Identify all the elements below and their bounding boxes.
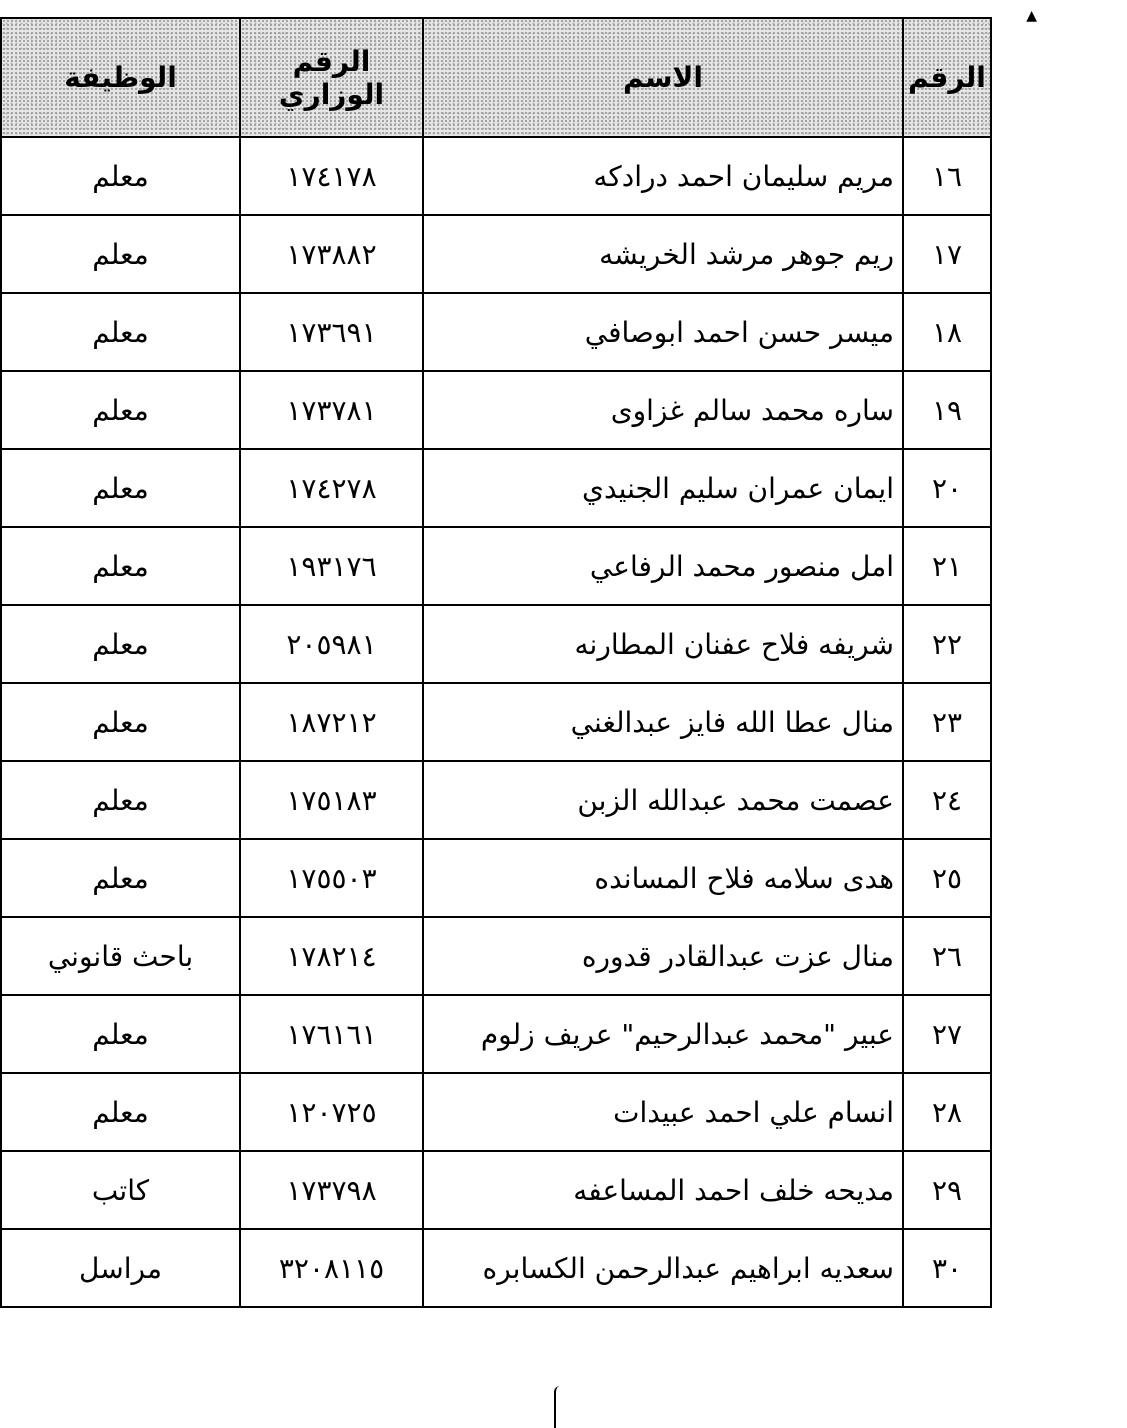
edge-mark: ▲ xyxy=(1026,8,1037,24)
header-ministry-number: الرقم الوزاري xyxy=(240,18,423,137)
table-row xyxy=(1,449,991,527)
employee-table xyxy=(0,17,992,1308)
row-job: معلم xyxy=(1,371,240,449)
table-row xyxy=(1,605,991,683)
row-job: معلم xyxy=(1,839,240,917)
employee-table-container xyxy=(0,17,990,1308)
row-job: كاتب xyxy=(1,1151,240,1229)
row-number: ٢٨ xyxy=(903,1073,991,1151)
row-job: معلم xyxy=(1,527,240,605)
row-ministry-number: ١٧٥٥٠٣ xyxy=(240,839,423,917)
row-name: ريم جوهر مرشد الخريشه xyxy=(423,215,903,293)
row-job: باحث قانوني xyxy=(1,917,240,995)
table-row xyxy=(1,1229,991,1307)
row-ministry-number: ١٨٧٢١٢ xyxy=(240,683,423,761)
row-name: ميسر حسن احمد ابوصافي xyxy=(423,293,903,371)
row-number: ١٨ xyxy=(903,293,991,371)
row-job: معلم xyxy=(1,605,240,683)
header-job: الوظيفة xyxy=(1,18,240,137)
row-name: انسام علي احمد عبيدات xyxy=(423,1073,903,1151)
table-header xyxy=(1,18,991,137)
row-ministry-number: ٣٢٠٨١١٥ xyxy=(240,1229,423,1307)
row-number: ٢٤ xyxy=(903,761,991,839)
row-number: ٢٧ xyxy=(903,995,991,1073)
row-number: ٢٥ xyxy=(903,839,991,917)
row-ministry-number: ١٧٨٢١٤ xyxy=(240,917,423,995)
table-row xyxy=(1,1073,991,1151)
row-ministry-number: ١٧٤٢٧٨ xyxy=(240,449,423,527)
row-name: سعديه ابراهيم عبدالرحمن الكسابره xyxy=(423,1229,903,1307)
row-name: منال عطا الله فايز عبدالغني xyxy=(423,683,903,761)
row-number: ٢٣ xyxy=(903,683,991,761)
row-name: هدى سلامه فلاح المسانده xyxy=(423,839,903,917)
row-number: ٢٩ xyxy=(903,1151,991,1229)
row-number: ٢٠ xyxy=(903,449,991,527)
row-ministry-number: ١٢٠٧٢٥ xyxy=(240,1073,423,1151)
row-job: مراسل xyxy=(1,1229,240,1307)
table-row xyxy=(1,215,991,293)
row-ministry-number: ١٧٣٧٩٨ xyxy=(240,1151,423,1229)
row-number: ١٦ xyxy=(903,137,991,215)
row-job: معلم xyxy=(1,995,240,1073)
row-name: مريم سليمان احمد درادكه xyxy=(423,137,903,215)
row-job: معلم xyxy=(1,293,240,371)
row-job: معلم xyxy=(1,449,240,527)
header-name: الاسم xyxy=(423,18,903,137)
row-ministry-number: ١٩٣١٧٦ xyxy=(240,527,423,605)
row-job: معلم xyxy=(1,1073,240,1151)
table-row xyxy=(1,917,991,995)
table-row xyxy=(1,995,991,1073)
row-ministry-number: ١٧٤١٧٨ xyxy=(240,137,423,215)
header-row xyxy=(1,18,991,137)
row-name: ايمان عمران سليم الجنيدي xyxy=(423,449,903,527)
row-name: شريفه فلاح عفنان المطارنه xyxy=(423,605,903,683)
row-job: معلم xyxy=(1,137,240,215)
row-ministry-number: ١٧٦١٦١ xyxy=(240,995,423,1073)
table-row xyxy=(1,761,991,839)
table-body xyxy=(1,137,991,1307)
row-job: معلم xyxy=(1,215,240,293)
table-row xyxy=(1,683,991,761)
row-name: مديحه خلف احمد المساعفه xyxy=(423,1151,903,1229)
row-name: عصمت محمد عبدالله الزبن xyxy=(423,761,903,839)
header-number: الرقم xyxy=(903,18,991,137)
table-row xyxy=(1,839,991,917)
row-name: ساره محمد سالم غزاوى xyxy=(423,371,903,449)
row-ministry-number: ١٧٣٦٩١ xyxy=(240,293,423,371)
table-row xyxy=(1,527,991,605)
table-row xyxy=(1,371,991,449)
row-number: ٣٠ xyxy=(903,1229,991,1307)
row-number: ١٧ xyxy=(903,215,991,293)
row-job: معلم xyxy=(1,761,240,839)
row-number: ٢١ xyxy=(903,527,991,605)
table-row xyxy=(1,1151,991,1229)
table-row xyxy=(1,293,991,371)
row-ministry-number: ١٧٥١٨٣ xyxy=(240,761,423,839)
row-number: ٢٦ xyxy=(903,917,991,995)
row-job: معلم xyxy=(1,683,240,761)
table-row xyxy=(1,137,991,215)
row-name: منال عزت عبدالقادر قدوره xyxy=(423,917,903,995)
row-number: ٢٢ xyxy=(903,605,991,683)
row-ministry-number: ٢٠٥٩٨١ xyxy=(240,605,423,683)
row-number: ١٩ xyxy=(903,371,991,449)
row-name: عبير "محمد عبدالرحيم" عريف زلوم xyxy=(423,995,903,1073)
footer-mark xyxy=(554,1386,570,1428)
row-name: امل منصور محمد الرفاعي xyxy=(423,527,903,605)
row-ministry-number: ١٧٣٨٨٢ xyxy=(240,215,423,293)
row-ministry-number: ١٧٣٧٨١ xyxy=(240,371,423,449)
